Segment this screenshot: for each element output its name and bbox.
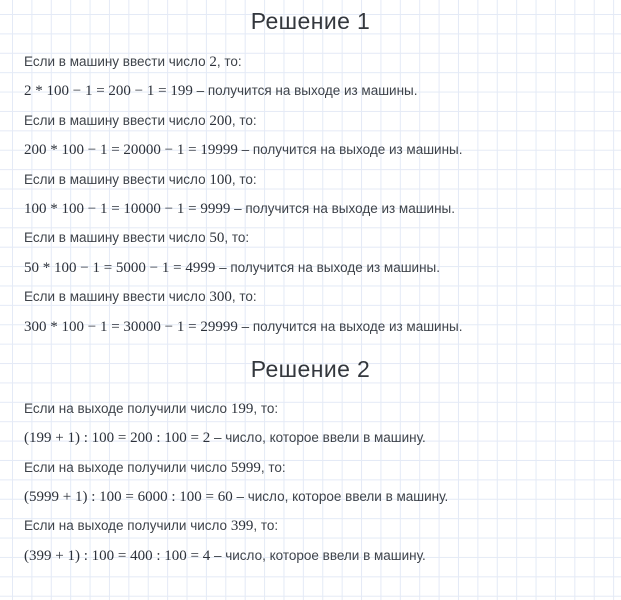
math-segment: 100 [209,171,232,188]
math-segment: 5999 [230,459,261,476]
math-segment: 399 [230,518,254,535]
solution-line [0,106,621,135]
text-segment: , то: [224,230,250,246]
math-segment: 50 [209,230,225,247]
math-segment: (5999 + 1) : 100 = 6000 : 100 = 60 [24,489,233,506]
math-segment: 300 * 100 − 1 = 30000 − 1 = 29999 [24,318,238,335]
text-segment: – получится на выходе из машины. [215,259,441,275]
text-segment: – число, которое ввели в машину. [232,489,449,505]
solution-line [0,541,621,570]
solution-section-2 [0,354,621,570]
solution-section-1 [0,6,621,341]
math-segment: 300 [209,289,232,306]
text-segment: – число, которое ввели в машину. [210,430,426,446]
text-segment: – получится на выходе из машины. [237,318,463,334]
text-segment: – получится на выходе из машины. [230,200,456,216]
text-segment: Если на выходе получили число [24,400,231,416]
math-segment: 2 * 100 − 1 = 200 − 1 = 199 [24,83,193,100]
text-segment: Если в машину ввести число [24,112,210,128]
text-segment: , то: [216,54,242,69]
section-1-lines [0,47,621,341]
text-segment: – получится на выходе из машины. [237,142,463,158]
text-segment: , то: [260,459,286,475]
math-segment: 199 [230,400,254,417]
solution-line [0,453,621,482]
text-segment: Если в машину ввести число [24,289,210,305]
text-segment: , то: [231,289,257,305]
solution-line [0,511,621,540]
solution-line [0,135,621,164]
math-segment: 50 * 100 − 1 = 5000 − 1 = 4999 [24,259,216,276]
math-segment: 200 [209,112,232,129]
text-segment: Если в машину ввести число [24,230,210,246]
section-2-lines [0,394,621,570]
text-segment: Если в машину ввести число [24,171,210,187]
text-segment: , то: [231,171,257,187]
solution-line [0,423,621,452]
section-2-title: Решение 2 [250,355,371,382]
solution-line [0,312,621,341]
math-segment: 2 [209,54,217,70]
solution-line [0,482,621,511]
solution-line [0,282,621,311]
math-segment: 200 * 100 − 1 = 20000 − 1 = 19999 [24,142,238,159]
math-segment: (399 + 1) : 100 = 400 : 100 = 4 [24,547,211,564]
text-segment: , то: [253,518,279,534]
solution-line [0,223,621,252]
text-segment: Если на выходе получили число [24,518,231,534]
text-segment: – получится на выходе из машины. [192,83,418,99]
solution-line [0,76,621,105]
text-segment: Если на выходе получили число [24,459,231,475]
solution-line [0,253,621,282]
solution-line [0,194,621,223]
solution-line [0,47,621,76]
solution-line [0,165,621,194]
math-segment: (199 + 1) : 100 = 200 : 100 = 2 [24,430,211,447]
text-segment: , то: [231,112,257,128]
math-segment: 100 * 100 − 1 = 10000 − 1 = 9999 [24,200,231,217]
text-segment: – число, которое ввели в машину. [210,547,426,563]
text-segment: Если в машину ввести число [24,54,210,69]
solution-line [0,394,621,423]
text-segment: , то: [253,400,279,416]
section-1-title: Решение 1 [250,8,371,34]
